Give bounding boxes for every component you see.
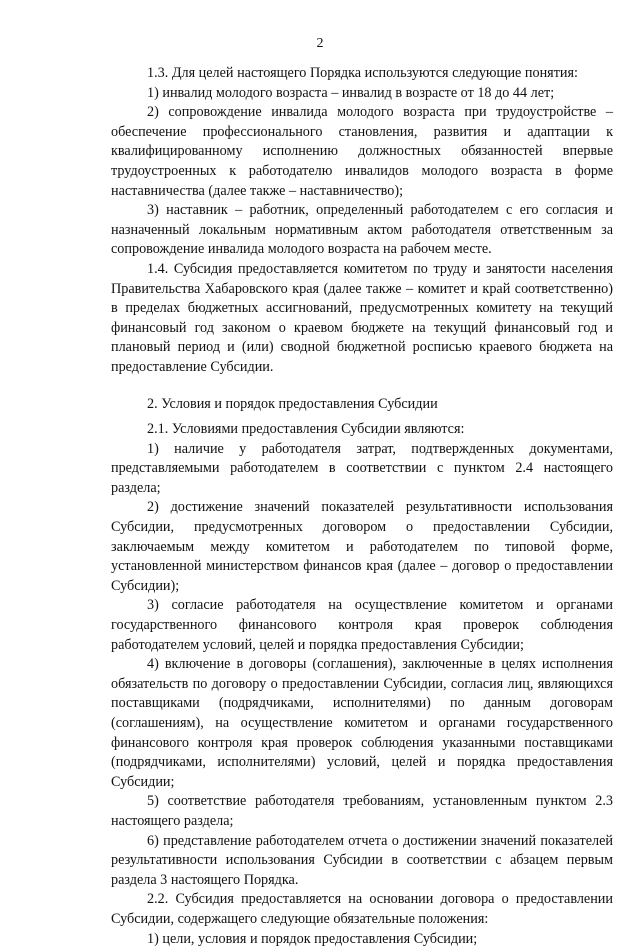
page-number: 2 <box>316 36 324 51</box>
paragraph-provision-1: 1) цели, условия и порядок предоставления Субсидии; <box>147 930 478 947</box>
paragraph-condition-4: 4) включение в договоры (соглашения), заключенные в целях исполнения обязательств по договору о предоставлении Субсидии, согласия лиц, являющихся поставщиками (подрядчиками, исполнителями) по данным договорам (соглашениям), на осуществление комитетом и органами государственного финансового контроля края проверок соблюдения указанными поставщиками (подрядчиками, исполнителями) условий, целей и порядка предоставления Субсидии; <box>111 656 613 790</box>
paragraph-1-3: 1.3. Для целей настоящего Порядка используются следующие понятия: <box>147 65 578 81</box>
paragraph-condition-2: 2) достижение значений показателей результативности использования Субсидии, предусмотренных договором о предоставлении Субсидии, заключаемым между комитетом и работодателем по типовой форме, установленной министерством финансов края (далее – договор о предоставлении Субсидии); <box>111 499 613 594</box>
document-body <box>111 64 613 949</box>
paragraph-condition-5: 5) соответствие работодателя требованиям, установленным пунктом 2.3 настоящего раздела; <box>111 793 613 829</box>
paragraph-2-1: 2.1. Условиями предоставления Субсидии являются: <box>147 421 465 438</box>
paragraph-definition-3: 3) наставник – работник, определенный работодателем с его согласия и назначенный локальным нормативным актом работодателя ответственным за сопровождение инвалида молодого возраста на рабочем месте. <box>111 202 613 258</box>
paragraph-condition-1: 1) наличие у работодателя затрат, подтвержденных документами, представляемыми работодателем в соответствии с пунктом 2.4 настоящего раздела; <box>111 440 613 496</box>
paragraph-definition-1: 1) инвалид молодого возраста – инвалид в возрасте от 18 до 44 лет; <box>147 84 555 101</box>
paragraph-definition-2: 2) сопровождение инвалида молодого возраста при трудоустройстве – обеспечение профессионального становления, развития и адаптации к квалифицированному исполнению должностных обязанностей впервые трудоустроенных к работодателю инвалидов молодого возраста в форме наставничества (далее также – наставничество); <box>111 104 613 199</box>
paragraph-condition-3: 3) согласие работодателя на осуществление комитетом и органами государственного финансового контроля края проверок соблюдения работодателем условий, целей и порядка предоставления Субсидии; <box>111 597 613 653</box>
paragraph-1-4: 1.4. Субсидия предоставляется комитетом по труду и занятости населения Правительства Хабаровского края (далее также – комитет и край соответственно) в пределах бюджетных ассигнований, предусмотренных комитету на текущий финансовый год законом о краевом бюджете на текущий финансовый год и плановый период и (или) сводной бюджетной росписью краевого бюджета на предоставление Субсидии. <box>111 260 613 375</box>
section-2-heading: 2. Условия и порядок предоставления Субсидии <box>147 395 438 412</box>
paragraph-2-2: 2.2. Субсидия предоставляется на основании договора о предоставлении Субсидии, содержащего следующие обязательные положения: <box>111 891 613 927</box>
paragraph-condition-6: 6) представление работодателем отчета о достижении значений показателей результативности использования Субсидии в соответствии с абзацем первым раздела 3 настоящего Порядка. <box>111 832 613 888</box>
